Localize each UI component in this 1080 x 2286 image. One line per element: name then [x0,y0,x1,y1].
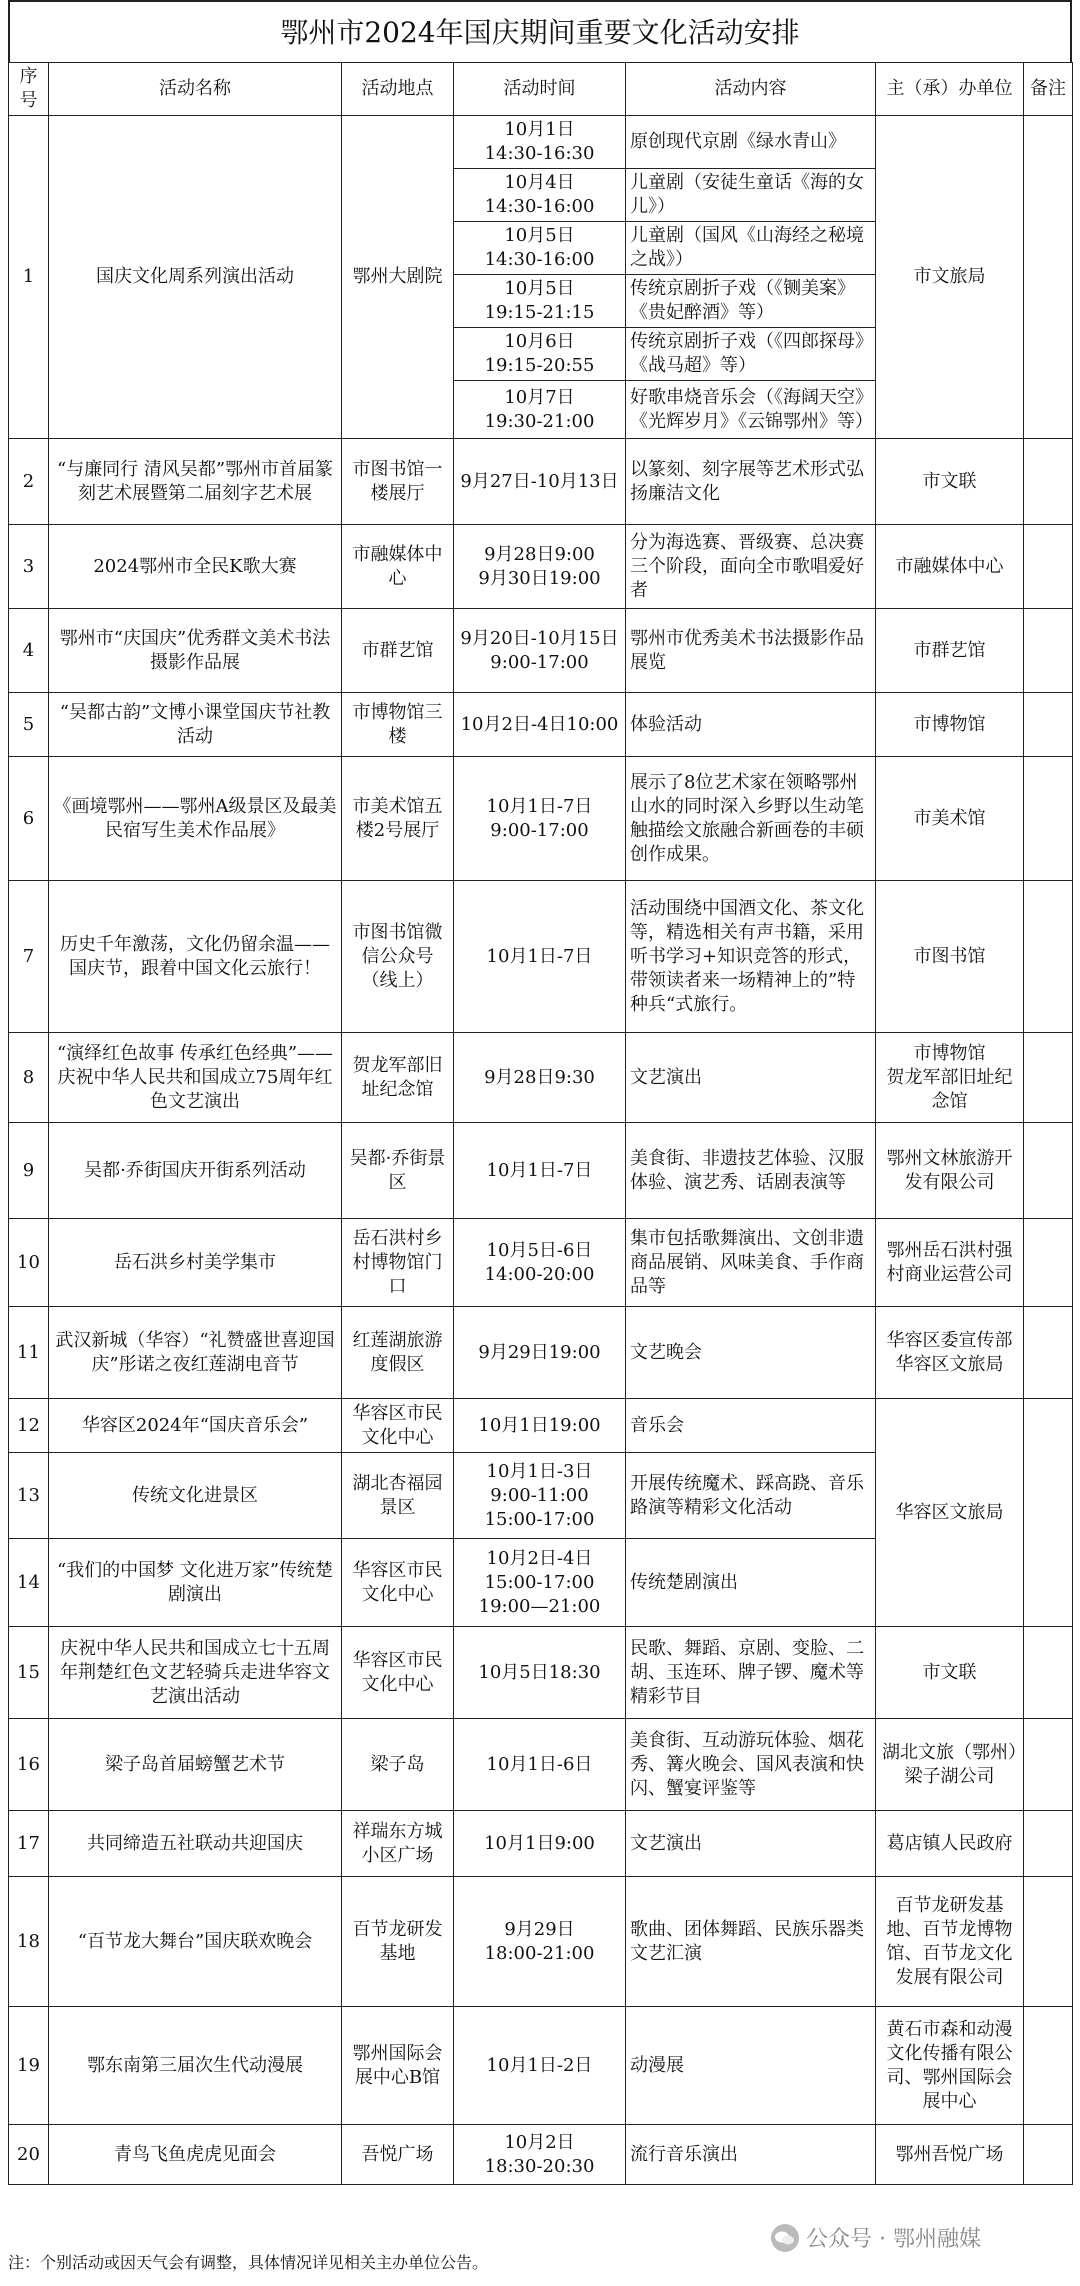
cell-no: 13 [9,1453,49,1539]
cell-remark [1024,1627,1073,1719]
cell-place: 吾悦广场 [342,2125,454,2185]
table-row [9,609,1073,693]
cell-place: 华容区市民文化中心 [342,1399,454,1453]
cell-place: 岳石洪村乡村博物馆门口 [342,1219,454,1307]
cell-org: 黄石市森和动漫文化传播有限公司、鄂州国际会展中心 [876,2007,1024,2125]
cell-org: 市文联 [876,1627,1024,1719]
cell-org: 百节龙研发基地、百节龙博物馆、百节龙文化发展有限公司 [876,1877,1024,2007]
document-title: 鄂州市2024年国庆期间重要文化活动安排 [8,0,1072,62]
cell-name: “百节龙大舞台”国庆联欢晚会 [49,1877,342,2007]
cell-content: 集市包括歌舞演出、文创非遗商品展销、风味美食、手作商品等 [626,1219,876,1307]
table-row [9,1627,1073,1719]
cell-content: 流行音乐演出 [626,2125,876,2185]
cell-time: 10月1日-2日 [454,2007,626,2125]
cell-content: 开展传统魔术、踩高跷、音乐路演等精彩文化活动 [626,1453,876,1539]
cell-time: 10月1日-6日 [454,1719,626,1811]
cell-org: 湖北文旅（鄂州）梁子湖公司 [876,1719,1024,1811]
cell-no: 5 [9,693,49,757]
cell-place: 湖北杏福园景区 [342,1453,454,1539]
cell-name: 鄂东南第三届次生代动漫展 [49,2007,342,2125]
cell-remark [1024,1123,1073,1219]
cell-name: 岳石洪乡村美学集市 [49,1219,342,1307]
header-no: 序号 [9,63,49,116]
cell-name: 历史千年激荡，文化仍留余温——国庆节，跟着中国文化云旅行！ [49,881,342,1033]
watermark [770,2222,981,2253]
cell-content: 美食街、非遗技艺体验、汉服体验、演艺秀、话剧表演等 [626,1123,876,1219]
cell-remark [1024,1811,1073,1877]
cell-content: 动漫展 [626,2007,876,2125]
cell-org: 鄂州吾悦广场 [876,2125,1024,2185]
cell-content: 分为海选赛、晋级赛、总决赛三个阶段，面向全市歌唱爱好者 [626,525,876,609]
table-row [9,525,1073,609]
cell-no: 17 [9,1811,49,1877]
cell-name: 共同缔造五社联动共迎国庆 [49,1811,342,1877]
cell-no: 4 [9,609,49,693]
table-row [9,1877,1073,2007]
cell-remark [1024,2125,1073,2185]
cell-org: 华容区文旅局 [876,1399,1024,1627]
cell-time: 10月5日18:30 [454,1627,626,1719]
table-row [9,2125,1073,2185]
cell-no: 1 [9,116,49,439]
cell-place: 市群艺馆 [342,609,454,693]
cell-no: 12 [9,1399,49,1453]
cell-no: 11 [9,1307,49,1399]
cell-name: 《画境鄂州——鄂州A级景区及最美民宿写生美术作品展》 [49,757,342,881]
cell-no: 18 [9,1877,49,2007]
table-row [9,2007,1073,2125]
cell-org: 市融媒体中心 [876,525,1024,609]
cell-time: 9月29日19:00 [454,1307,626,1399]
cell-time: 9月27日-10月13日 [454,439,626,525]
table-row [9,1033,1073,1123]
cell-name: 华容区2024年“国庆音乐会” [49,1399,342,1453]
cell-place: 市融媒体中心 [342,525,454,609]
cell-no: 3 [9,525,49,609]
cell-remark [1024,881,1073,1033]
cell-content: 体验活动 [626,693,876,757]
cell-remark [1024,757,1073,881]
cell-name: 吴都·乔街国庆开街系列活动 [49,1123,342,1219]
cell-no: 19 [9,2007,49,2125]
cell-place: 梁子岛 [342,1719,454,1811]
cell-content: 音乐会 [626,1399,876,1453]
cell-content: 传统楚剧演出 [626,1539,876,1627]
cell-org: 鄂州文林旅游开发有限公司 [876,1123,1024,1219]
cell-time: 9月29日 18:00-21:00 [454,1877,626,2007]
cell-content: 文艺演出 [626,1811,876,1877]
activity-table [8,62,1073,2185]
cell-no: 14 [9,1539,49,1627]
cell-content: 传统京剧折子戏（《四郎探母》《战马超》等） [626,328,876,381]
cell-time: 10月2日 18:30-20:30 [454,2125,626,2185]
cell-content: 好歌串烧音乐会（《海阔天空》《光辉岁月》《云锦鄂州》等） [626,381,876,439]
cell-remark [1024,1307,1073,1399]
cell-content: 文艺演出 [626,1033,876,1123]
cell-place: 祥瑞东方城小区广场 [342,1811,454,1877]
footnote: 注：个别活动或因天气会有调整，具体情况详见相关主办单位公告。 [8,2253,489,2272]
cell-time: 10月1日9:00 [454,1811,626,1877]
cell-time: 10月1日-3日 9:00-11:00 15:00-17:00 [454,1453,626,1539]
table-row [9,1811,1073,1877]
table-row [9,1307,1073,1399]
cell-remark [1024,2007,1073,2125]
cell-name: “与廉同行 清风吴都”鄂州市首届篆刻艺术展暨第二届刻字艺术展 [49,439,342,525]
cell-time: 9月20日-10月15日 9:00-17:00 [454,609,626,693]
cell-place: 市美术馆五楼2号展厅 [342,757,454,881]
table-row [9,693,1073,757]
cell-place: 贺龙军部旧址纪念馆 [342,1033,454,1123]
cell-no: 16 [9,1719,49,1811]
header-org: 主（承）办单位 [876,63,1024,116]
cell-no: 20 [9,2125,49,2185]
cell-place: 红莲湖旅游度假区 [342,1307,454,1399]
cell-remark [1024,1033,1073,1123]
cell-content: 儿童剧（安徒生童话《海的女儿》） [626,169,876,222]
cell-no: 8 [9,1033,49,1123]
cell-content: 鄂州市优秀美术书法摄影作品展览 [626,609,876,693]
cell-name: 传统文化进景区 [49,1453,342,1539]
cell-place: 市图书馆一楼展厅 [342,439,454,525]
table-row [9,116,1073,169]
cell-content: 活动围绕中国酒文化、茶文化等，精选相关有声书籍，采用听书学习+知识竞答的形式，带领读者来一场精神上的”特种兵“式旅行。 [626,881,876,1033]
cell-content: 传统京剧折子戏（《铡美案》《贵妃醉酒》等） [626,275,876,328]
table-row [9,1219,1073,1307]
cell-name: 武汉新城（华容）“礼赞盛世喜迎国庆”彤诺之夜红莲湖电音节 [49,1307,342,1399]
cell-name: 青鸟飞鱼虎虎见面会 [49,2125,342,2185]
cell-org: 市文旅局 [876,116,1024,439]
cell-place: 吴都·乔街景区 [342,1123,454,1219]
cell-remark [1024,1219,1073,1307]
table-row [9,1719,1073,1811]
cell-name: 国庆文化周系列演出活动 [49,116,342,439]
cell-time: 9月28日9:00 9月30日19:00 [454,525,626,609]
table-row [9,757,1073,881]
cell-time: 10月1日19:00 [454,1399,626,1453]
cell-content: 民歌、舞蹈、京剧、变脸、二胡、玉连环、牌子锣、魔术等精彩节目 [626,1627,876,1719]
cell-org: 市博物馆 [876,693,1024,757]
watermark-text: 公众号 · 鄂州融媒 [806,2227,981,2252]
table-header-row [9,63,1073,116]
cell-name: “我们的中国梦 文化进万家”传统楚剧演出 [49,1539,342,1627]
cell-content: 美食街、互动游玩体验、烟花秀、篝火晚会、国风表演和快闪、蟹宴评鉴等 [626,1719,876,1811]
cell-content: 文艺晚会 [626,1307,876,1399]
cell-time: 10月1日 14:30-16:30 [454,116,626,169]
header-content: 活动内容 [626,63,876,116]
cell-place: 鄂州大剧院 [342,116,454,439]
cell-org: 市博物馆 贺龙军部旧址纪念馆 [876,1033,1024,1123]
cell-content: 原创现代京剧《绿水青山》 [626,116,876,169]
header-name: 活动名称 [49,63,342,116]
cell-remark [1024,1399,1073,1627]
cell-time: 10月1日-7日 [454,1123,626,1219]
cell-remark [1024,1877,1073,2007]
table-row [9,439,1073,525]
cell-name: 鄂州市“庆国庆”优秀群文美术书法摄影作品展 [49,609,342,693]
cell-time: 10月2日-4日 15:00-17:00 19:00—21:00 [454,1539,626,1627]
cell-time: 10月5日-6日 14:00-20:00 [454,1219,626,1307]
cell-remark [1024,693,1073,757]
cell-remark [1024,116,1073,439]
cell-org: 华容区委宣传部 华容区文旅局 [876,1307,1024,1399]
cell-org: 鄂州岳石洪村强村商业运营公司 [876,1219,1024,1307]
cell-content: 儿童剧（国风《山海经之秘境之战》） [626,222,876,275]
cell-org: 市美术馆 [876,757,1024,881]
cell-time: 10月7日 19:30-21:00 [454,381,626,439]
cell-time: 9月28日9:30 [454,1033,626,1123]
wechat-icon [770,2223,800,2253]
cell-time: 10月5日 19:15-21:15 [454,275,626,328]
cell-remark [1024,525,1073,609]
cell-no: 2 [9,439,49,525]
cell-place: 百节龙研发基地 [342,1877,454,2007]
cell-no: 10 [9,1219,49,1307]
header-remark: 备注 [1024,63,1073,116]
cell-time: 10月5日 14:30-16:00 [454,222,626,275]
cell-place: 市图书馆微信公众号（线上） [342,881,454,1033]
cell-org: 市图书馆 [876,881,1024,1033]
cell-content: 展示了8位艺术家在领略鄂州山水的同时深入乡野以生动笔触描绘文旅融合新画卷的丰硕创作成果。 [626,757,876,881]
cell-name: 庆祝中华人民共和国成立七十五周年荆楚红色文艺轻骑兵走进华容文艺演出活动 [49,1627,342,1719]
cell-content: 以篆刻、刻字展等艺术形式弘扬廉洁文化 [626,439,876,525]
header-time: 活动时间 [454,63,626,116]
header-place: 活动地点 [342,63,454,116]
cell-name: 梁子岛首届螃蟹艺术节 [49,1719,342,1811]
cell-no: 7 [9,881,49,1033]
cell-place: 华容区市民文化中心 [342,1627,454,1719]
cell-no: 6 [9,757,49,881]
cell-content: 歌曲、团体舞蹈、民族乐器类文艺汇演 [626,1877,876,2007]
cell-time: 10月1日-7日 [454,881,626,1033]
cell-time: 10月1日-7日 9:00-17:00 [454,757,626,881]
cell-name: “演绎红色故事 传承红色经典”——庆祝中华人民共和国成立75周年红色文艺演出 [49,1033,342,1123]
cell-remark [1024,1719,1073,1811]
cell-remark [1024,609,1073,693]
cell-time: 10月6日 19:15-20:55 [454,328,626,381]
cell-time: 10月2日-4日10:00 [454,693,626,757]
cell-org: 葛店镇人民政府 [876,1811,1024,1877]
cell-no: 9 [9,1123,49,1219]
cell-place: 鄂州国际会展中心B馆 [342,2007,454,2125]
cell-org: 市文联 [876,439,1024,525]
cell-time: 10月4日 14:30-16:00 [454,169,626,222]
cell-place: 市博物馆三楼 [342,693,454,757]
table-row [9,881,1073,1033]
cell-org: 市群艺馆 [876,609,1024,693]
cell-no: 15 [9,1627,49,1719]
cell-place: 华容区市民文化中心 [342,1539,454,1627]
table-row [9,1123,1073,1219]
cell-remark [1024,439,1073,525]
table-row [9,1399,1073,1453]
cell-name: “吴都古韵”文博小课堂国庆节社教活动 [49,693,342,757]
cell-name: 2024鄂州市全民K歌大赛 [49,525,342,609]
